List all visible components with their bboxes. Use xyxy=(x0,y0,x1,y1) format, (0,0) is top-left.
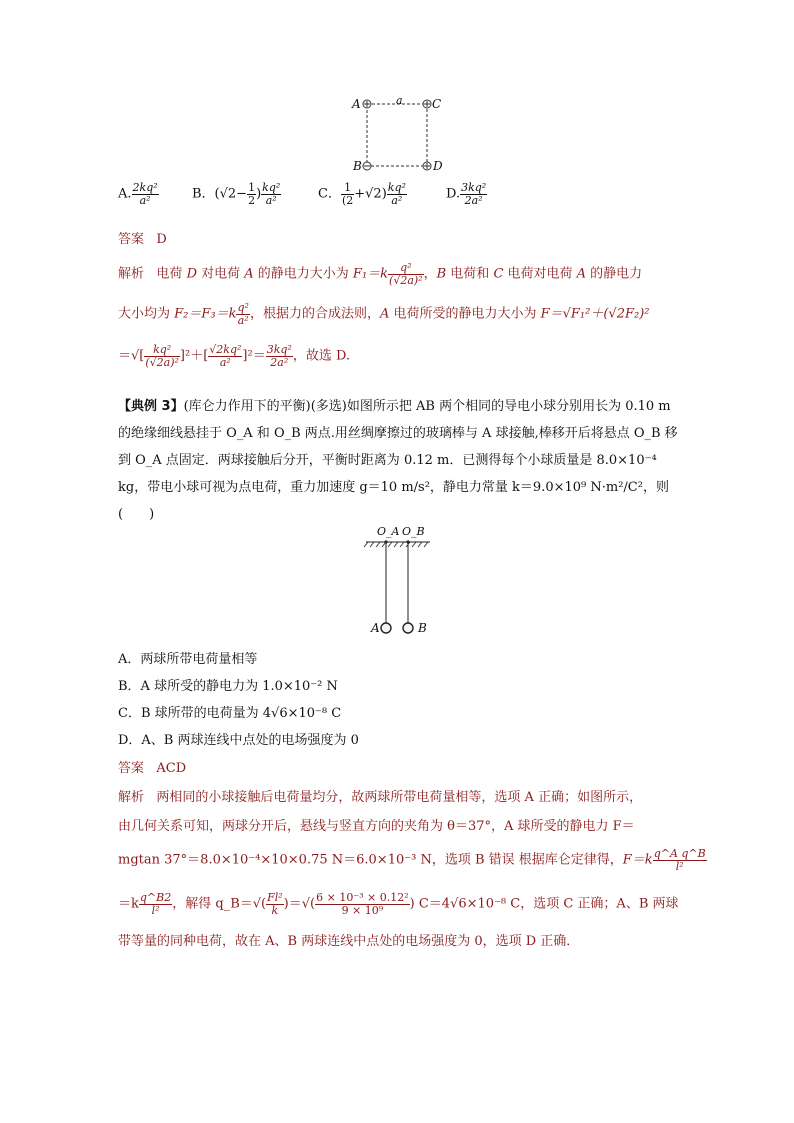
label-A: A xyxy=(352,97,361,111)
charge-B xyxy=(363,162,371,170)
charge-A xyxy=(363,100,371,108)
ball-A xyxy=(381,623,391,633)
option-q1-C: C． $\frac{1}{(2}$ +√2) $\frac{\text{kq²}}{\text{a²}}$ xyxy=(318,181,406,207)
option-q3-D: D．A、B 两球连线中点处的电场强度为 0 xyxy=(118,733,359,748)
analysis-1-line-1: 解析 电荷 D 对电荷 A 的静电力大小为 F₁＝k $\frac{\text{q²}}{\text{(√2a)²}}$ ，B 电荷和 C 电荷对电荷 A 的静电力 xyxy=(118,261,643,287)
label-OB: O_B xyxy=(402,525,425,538)
analysis-2-line-1: 解析 两相同的小球接触后电荷量均分，故两球所带电荷量相等，选项 A 正确；如图所示， xyxy=(118,790,643,805)
label-OA: O_A xyxy=(377,525,400,538)
label-ball-A: A xyxy=(371,621,380,635)
ball-B xyxy=(403,623,413,633)
example-3-line-3: 到 O_A 点固定．两球接触后分开，平衡时距离为 0.12 m．已测得每个小球质量是 8.0×10⁻⁴ xyxy=(118,453,657,468)
label-ball-B: B xyxy=(418,621,427,635)
option-q3-B: B．A 球所受的静电力为 1.0×10⁻² N xyxy=(118,679,338,694)
analysis-1-line-3: ＝√[ $\frac{\text{kq²}}{\text{(√2a)²}}$ ]²＋[ $\frac{\text{√2kq²}}{\text{a²}}$ ]²＝ $\frac{\text{3kq²}}{\text{2a²}}$ ，故选 D. xyxy=(118,343,351,369)
answer-2: 答案 ACD xyxy=(118,761,187,776)
charge-D xyxy=(423,162,431,170)
example-3-line-4: kg，带电小球可视为点电荷，重力加速度 g＝10 m/s²，静电力常量 k＝9.0×10⁹ N·m²/C²，则 xyxy=(118,480,669,495)
label-C: C xyxy=(432,97,442,111)
analysis-2-line-3: mgtan 37°＝8.0×10⁻⁴×10×0.75 N＝6.0×10⁻³ N，选项 B 错误 根据库仑定律得，F＝k $\frac{\text{q\textasciicircum{}A q\textasciicircum{}B}}{\text{l²}}$ xyxy=(118,847,706,873)
option-q3-C: C．B 球所带的电荷量为 4√6×10⁻⁸ C xyxy=(118,706,342,721)
analysis-2-line-4: ＝k $\frac{q\^{}B2}{\text{l²}}$ ，解得 q_B＝√( $\frac{\text{Fl²}}{k}$ )＝√( $\frac{\text{6 × 10⁻³ × 0.12²}}{\text{9 × 10⁹}}$ ) C＝4√6×10⁻⁸ C，选项 C 正确；A、B 两球 xyxy=(118,891,679,917)
charge-C xyxy=(423,100,431,108)
analysis-1-line-2: 大小均为 F₂＝F₃＝k $\frac{\text{q²}}{\text{a²}}$ ，根据力的合成法则，A 电荷所受的静电力大小为 F＝√F₁²＋(√2F₂)² xyxy=(118,301,650,327)
option-q3-A: A．两球所带电荷量相等 xyxy=(118,652,258,667)
option-q1-A: A. $\frac{\text{2kq²}}{\text{a²}}$ xyxy=(118,181,158,207)
analysis-2-line-2: 由几何关系可知，两球分开后，悬线与竖直方向的夹角为 θ＝37°，A 球所受的静电力 F＝ xyxy=(118,819,635,834)
label-B: B xyxy=(353,159,362,173)
option-q1-D: D. $\frac{\text{3kq²}}{\text{2a²}}$ xyxy=(446,181,487,207)
analysis-2-line-5: 带等量的同种电荷，故在 A、B 两球连线中点处的电场强度为 0，选项 D 正确． xyxy=(118,934,580,949)
answer-1: 答案 D xyxy=(118,232,167,247)
example-3-line-5: ( ) xyxy=(118,507,155,522)
option-q1-B: B．(√2− $\frac{1}{2}$ ) $\frac{\text{kq²}}{\text{a²}}$ xyxy=(192,181,281,207)
label-a: a xyxy=(396,94,403,107)
example-3-line-2: 的绝缘细线悬挂于 O_A 和 O_B 两点.用丝绸摩擦过的玻璃棒与 A 球接触,棒移开后将悬点 O_B 移 xyxy=(118,426,678,441)
example-3-line-1: 【典例 3】(库仑力作用下的平衡)(多选)如图所示把 AB 两个相同的导电小球分别用长为 0.10 m xyxy=(118,399,671,414)
label-D: D xyxy=(433,159,443,173)
